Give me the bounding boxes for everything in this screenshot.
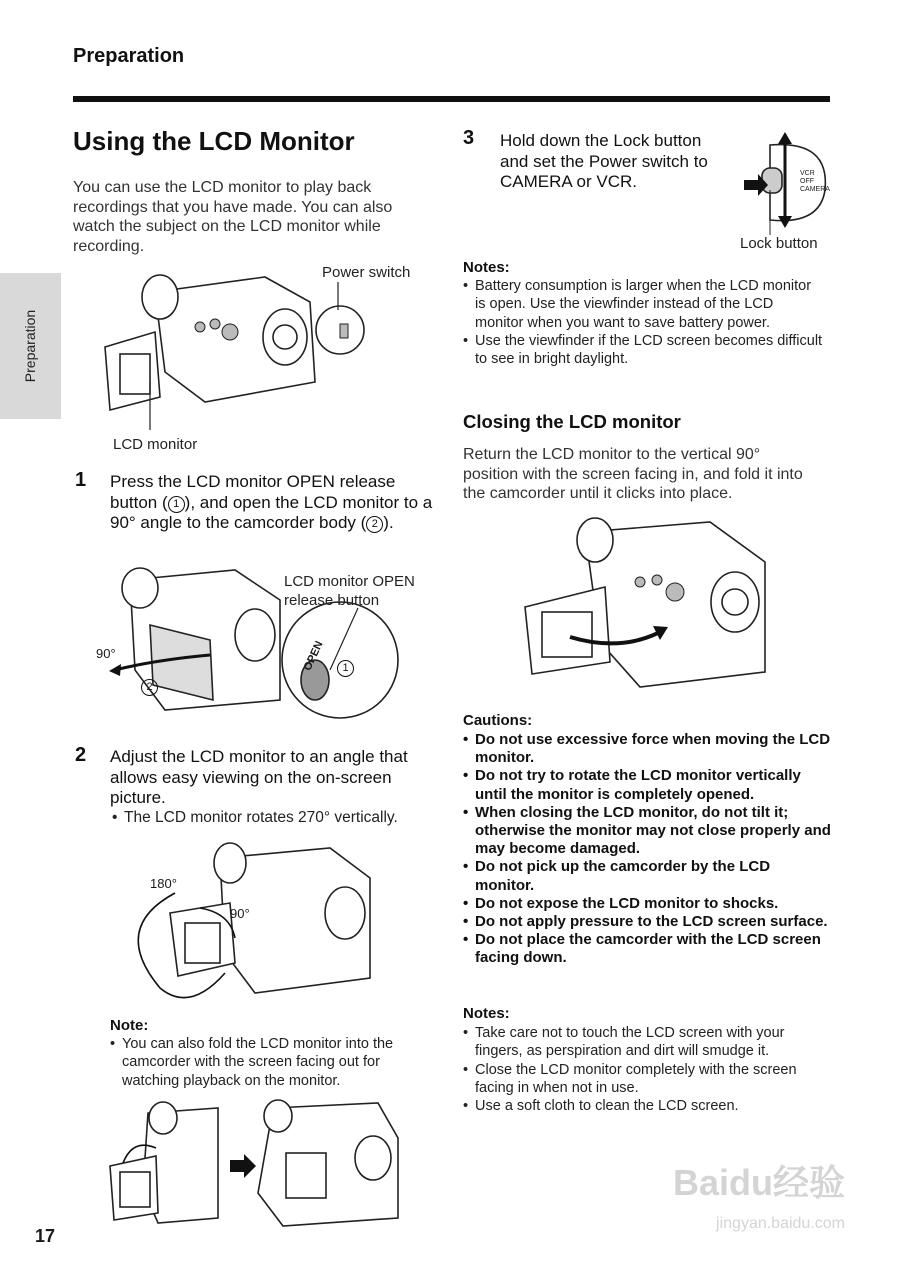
page-number: 17 bbox=[35, 1226, 56, 1246]
circle-number: 1 bbox=[337, 660, 354, 677]
step-1-text bbox=[110, 472, 435, 534]
step-1-text-c: ). bbox=[383, 513, 394, 532]
list-item: • You can also fold the LCD monitor into the camcorder with the screen facing out for watching playback on the monitor. bbox=[110, 1035, 435, 1090]
cautions-list bbox=[463, 731, 831, 968]
watermark-logo: Baidu经验 bbox=[672, 1162, 845, 1203]
release-button-label: LCD monitor OPEN release button bbox=[284, 573, 415, 609]
angle-label-180: 180° bbox=[150, 876, 177, 891]
step-1-text-b: ), and open the LCD monitor to a 90° angle to the camcorder body ( bbox=[110, 492, 433, 532]
step-3-text: Hold down the Lock button and set the Power switch to CAMERA or VCR. bbox=[500, 131, 708, 191]
camcorder-illustration-close bbox=[520, 512, 775, 697]
page-title: Using the LCD Monitor bbox=[73, 126, 355, 156]
step-2-text: Adjust the LCD monitor to an angle that allows easy viewing on the on-screen picture. bbox=[110, 747, 408, 807]
closing-text: Return the LCD monitor to the vertical 90° position with the screen facing in, and fold it into the camcorder until it clicks into place. bbox=[463, 446, 803, 502]
step-number: 3 bbox=[463, 127, 475, 149]
switch-camera-label: CAMERA bbox=[800, 186, 830, 193]
side-tab bbox=[0, 273, 61, 419]
angle-label-90: 90° bbox=[230, 906, 250, 921]
switch-vcr-label: VCR bbox=[800, 170, 815, 177]
circle-number: 2 bbox=[366, 516, 383, 533]
step-1-text-a: Press the LCD monitor OPEN release button ( bbox=[110, 472, 396, 512]
camcorder-illustration-fold bbox=[108, 1098, 408, 1228]
open-text: OPEN bbox=[301, 639, 326, 673]
step-2-bullets bbox=[112, 809, 437, 827]
list-item: • When closing the LCD monitor, do not tilt it; otherwise the monitor may not close properly and may become damaged. bbox=[463, 804, 831, 859]
notes-list bbox=[463, 1024, 828, 1115]
list-item: • Use the viewfinder if the LCD screen becomes difficult to see in bright daylight. bbox=[463, 332, 823, 369]
step-number: 1 bbox=[75, 469, 87, 491]
note-heading: Note: bbox=[110, 1017, 149, 1034]
angle-label: 90° bbox=[96, 646, 116, 661]
list-item: • Do not expose the LCD monitor to shocks. bbox=[463, 895, 831, 913]
watermark-url: jingyan.baidu.com bbox=[716, 1215, 845, 1232]
camcorder-illustration-open bbox=[95, 262, 435, 442]
closing-heading: Closing the LCD monitor bbox=[463, 411, 681, 432]
list-item: • Do not try to rotate the LCD monitor vertically until the monitor is completely opened. bbox=[463, 767, 831, 803]
list-item: • Do not place the camcorder with the LCD screen facing down. bbox=[463, 931, 831, 967]
camcorder-illustration-rotate bbox=[130, 838, 400, 1013]
circle-number: 1 bbox=[168, 496, 185, 513]
note-list bbox=[110, 1035, 435, 1090]
list-item: • Do not use excessive force when moving the LCD monitor. bbox=[463, 731, 831, 767]
notes-heading: Notes: bbox=[463, 1005, 510, 1022]
notes-heading: Notes: bbox=[463, 259, 510, 276]
intro-text: You can use the LCD monitor to play back recordings that you have made. You can also watch the subject on the LCD monitor while recording. bbox=[73, 179, 393, 255]
lock-button-label: Lock button bbox=[740, 235, 818, 252]
notes-list bbox=[463, 277, 823, 368]
list-item: • Use a soft cloth to clean the LCD screen. bbox=[463, 1097, 828, 1115]
cautions-heading: Cautions: bbox=[463, 712, 533, 729]
power-switch-positions bbox=[800, 170, 830, 194]
section-header: Preparation bbox=[73, 45, 185, 67]
list-item: • The LCD monitor rotates 270° vertically. bbox=[112, 809, 437, 827]
switch-off-label: OFF bbox=[800, 178, 814, 185]
header-rule bbox=[73, 96, 830, 102]
list-item: • Take care not to touch the LCD screen with your fingers, as perspiration and dirt will smudge it. bbox=[463, 1024, 828, 1061]
step-number: 2 bbox=[75, 744, 87, 766]
list-item: • Battery consumption is larger when the LCD monitor is open. Use the viewfinder instead of the LCD monitor when you want to save battery power. bbox=[463, 277, 823, 332]
side-tab-label: Preparation bbox=[22, 309, 38, 383]
lcd-monitor-label: LCD monitor bbox=[113, 436, 198, 453]
power-switch-label: Power switch bbox=[322, 264, 411, 281]
circle-number: 2 bbox=[141, 679, 158, 696]
list-item: • Close the LCD monitor completely with the screen facing in when not in use. bbox=[463, 1061, 828, 1098]
list-item: • Do not apply pressure to the LCD screen surface. bbox=[463, 913, 831, 931]
list-item: • Do not pick up the camcorder by the LCD monitor. bbox=[463, 858, 831, 894]
